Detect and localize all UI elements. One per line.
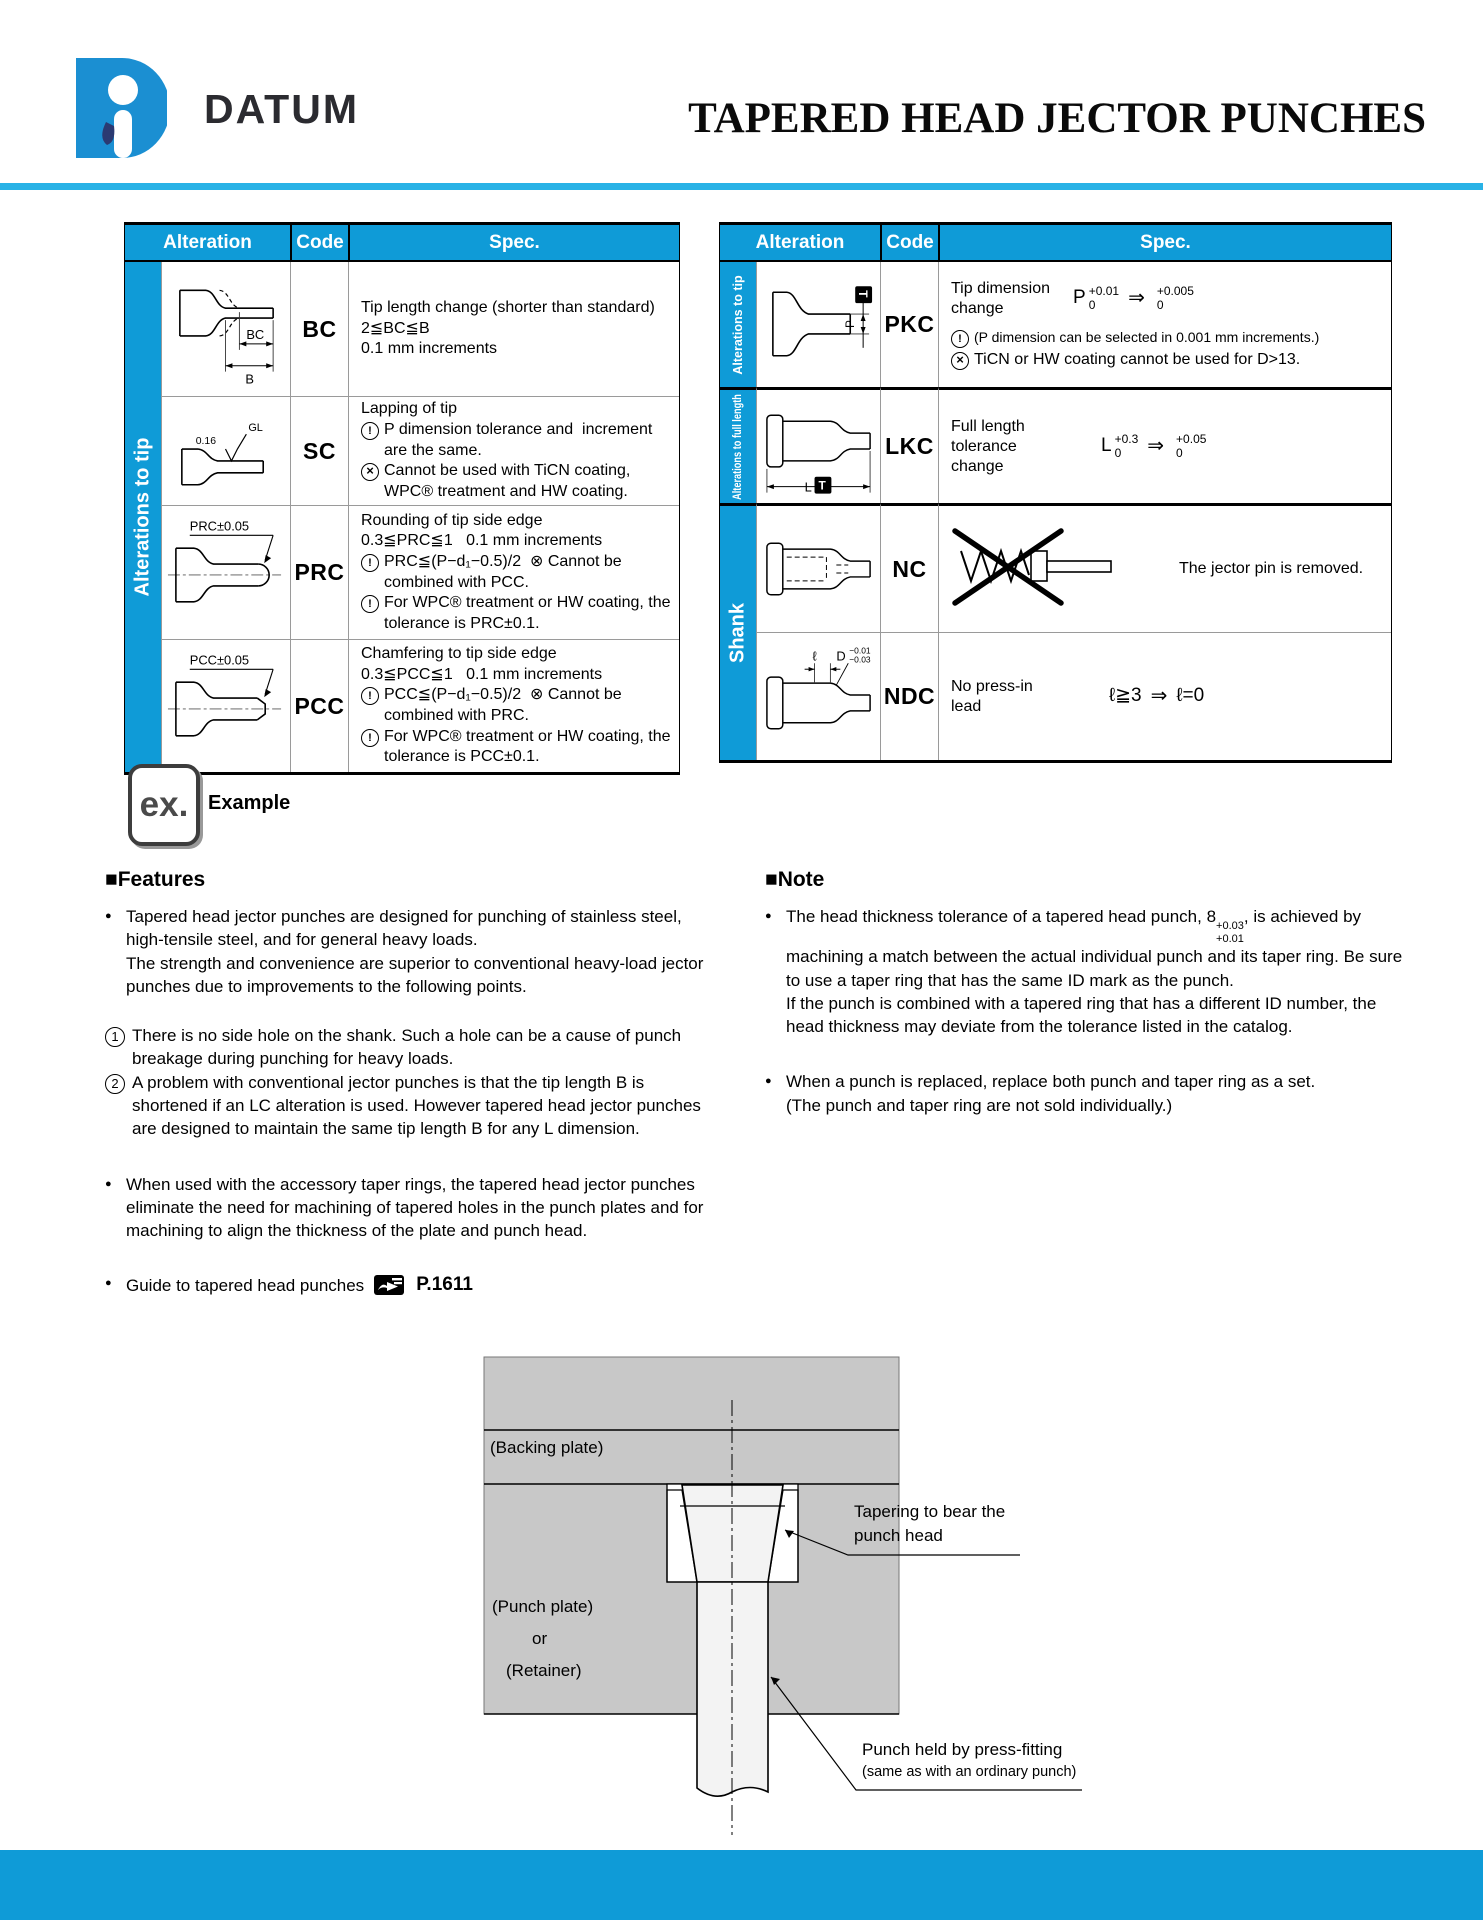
- svg-text:−0.03: −0.03: [849, 653, 871, 664]
- footer-bar: [0, 1850, 1483, 1920]
- svg-text:B: B: [245, 371, 254, 387]
- col-header-alteration: Alteration: [720, 225, 880, 262]
- spec-ndc: No press-in lead ℓ≧3 ⇒ ℓ=0: [938, 632, 1391, 760]
- svg-text:L: L: [804, 479, 812, 495]
- code-ndc: NDC: [880, 632, 938, 760]
- col-header-spec: Spec.: [938, 225, 1391, 262]
- note-heading: ■ Note: [765, 868, 1413, 892]
- page-title: TAPERED HEAD JECTOR PUNCHES: [688, 95, 1426, 142]
- circled-number-icon: 1: [105, 1027, 125, 1047]
- spec-nc: The jector pin is removed.: [938, 503, 1391, 632]
- cannot-icon: [951, 352, 969, 370]
- bc-diagram: [161, 262, 290, 396]
- cannot-icon: [361, 463, 379, 481]
- sc-diagram: [161, 396, 290, 505]
- lkc-formula: L +0.3 0 ⇒ +0.05 0: [1101, 433, 1206, 460]
- pkc-diagram: [756, 262, 880, 387]
- header-rule: [0, 183, 1483, 190]
- ndc-formula: ℓ≧3 ⇒ ℓ=0: [1109, 684, 1204, 710]
- svg-text:PCC±0.05: PCC±0.05: [189, 651, 250, 667]
- col-header-code: Code: [880, 225, 938, 262]
- change-arrow-icon: [1128, 286, 1145, 312]
- tolerance-stack: +0.03 +0.01: [1216, 920, 1244, 945]
- jector-pin-removed-drawing: [951, 523, 1151, 615]
- datum-logo-icon: [70, 58, 167, 162]
- code-bc: BC: [290, 262, 348, 396]
- press-fit-label: Punch held by press-fitting (same as with an ordinary punch): [862, 1740, 1077, 1780]
- spec-pcc: Chamfering to tip side edge 0.3≦PCC≦1 0.1 mm increments ! PCC≦(P−d₁−0.5)/2 ⊗ Cannot be combined with PRC. ! For WPC® treatment or HW coating, the tolerance is PCC±0.1.: [348, 639, 679, 772]
- nc-diagram: [756, 503, 880, 632]
- brand-name: DATUM: [204, 86, 359, 132]
- mounting-figure: [470, 1340, 1120, 1870]
- alterations-shank-table: [719, 222, 1392, 763]
- point-icon: [361, 687, 379, 705]
- spec-prc: Rounding of tip side edge 0.3≦PRC≦1 0.1 mm increments ! PRC≦(P−d₁−0.5)/2 ⊗ Cannot be combined with PCC. ! For WPC® treatment or HW coating, the tolerance is PRC±0.1.: [348, 505, 679, 639]
- col-header-code: Code: [290, 225, 348, 262]
- point-icon: [361, 729, 379, 747]
- svg-text:GL: GL: [248, 421, 263, 434]
- sidebar-shank: Shank: [720, 503, 756, 760]
- page-number: P.1611: [416, 1274, 473, 1296]
- note-bullet-1: ● The head thickness tolerance of a tapered head punch, 8 +0.03 +0.01 , is achieved by machining a match between the actual individual punch and its taper ring. Be sure to use a taper ring that has the same ID mark as the punch. If the punch is combined with a tapered ring that has a different ID number, the head thickness may deviate from the tolerance listed in the catalog.: [765, 905, 1413, 1038]
- circled-number-icon: 2: [105, 1074, 125, 1094]
- code-pkc: PKC: [880, 262, 938, 387]
- features-bullet-2: ● When used with the accessory taper rings, the tapered head jector punches eliminate the need for machining of tapered holes in the punch plates and for machining to align the thickness of the plate and punch head.: [105, 1173, 717, 1243]
- code-sc: SC: [290, 396, 348, 505]
- note-section: [765, 868, 1413, 1117]
- change-arrow-icon: [1147, 434, 1164, 460]
- lkc-diagram: [756, 387, 880, 503]
- prc-diagram: [161, 505, 290, 639]
- features-bullet-1: ● Tapered head jector punches are designed for punching of stainless steel, high-tensile steel, and for general heavy loads. The strength and convenience are superior to conventional heavy-load jector punches due to improvements to the following points.: [105, 905, 717, 998]
- page-reference-icon: [374, 1274, 406, 1296]
- code-pcc: PCC: [290, 639, 348, 772]
- alterations-tip-table: [124, 222, 680, 775]
- svg-text:−0.01: −0.01: [849, 644, 871, 655]
- features-heading: ■ Features: [105, 868, 717, 892]
- svg-text:ℓ: ℓ: [812, 647, 817, 663]
- note-bullet-2: ● When a punch is replaced, replace both punch and taper ring as a set. (The punch and taper ring are not sold individually.): [765, 1070, 1413, 1117]
- spec-sc: Lapping of tip ! P dimension tolerance and increment are the same. × Cannot be used with TiCN coating, WPC® treatment and HW coating.: [348, 396, 679, 505]
- spec-pkc: Tip dimension change P +0.01 0 ⇒ +0.005 0 ! (P dimension can be selected in 0.001 mm increments.) × TiCN or HW coating cannot be used for D>13.: [938, 262, 1391, 387]
- features-section: [105, 868, 717, 1298]
- ndc-diagram: [756, 632, 880, 760]
- example-label: Example: [208, 792, 291, 814]
- code-nc: NC: [880, 503, 938, 632]
- features-point-1: 1 There is no side hole on the shank. Such a hole can be a cause of punch breakage during punching for heavy loads.: [105, 1024, 717, 1071]
- svg-text:P: P: [843, 320, 858, 328]
- change-arrow-icon: [1151, 684, 1168, 710]
- svg-text:D: D: [836, 647, 846, 663]
- example-badge: ex.: [128, 764, 200, 846]
- features-point-2: 2 A problem with conventional jector punches is that the tip length B is shortened if an LC alteration is used. However tapered head jector punches are designed to maintain the same tip length B for any L dimension.: [105, 1071, 717, 1141]
- svg-text:T: T: [818, 478, 826, 493]
- point-icon: [361, 595, 379, 613]
- retainer-label: (Retainer): [506, 1661, 582, 1680]
- or-label: or: [532, 1629, 548, 1648]
- pcc-diagram: [161, 639, 290, 772]
- tapering-label: Tapering to bear the punch head: [854, 1502, 1006, 1545]
- code-lkc: LKC: [880, 387, 938, 503]
- col-header-spec: Spec.: [348, 225, 679, 262]
- point-icon: [361, 422, 379, 440]
- spec-lkc: Full length tolerance change L +0.3 0 ⇒ +0.05 0: [938, 387, 1391, 503]
- point-icon: [951, 330, 969, 348]
- col-header-alteration: Alteration: [125, 225, 290, 262]
- svg-text:T: T: [856, 290, 871, 298]
- svg-text:BC: BC: [246, 326, 265, 342]
- code-prc: PRC: [290, 505, 348, 639]
- spec-bc: Tip length change (shorter than standard) 2≦BC≦B 0.1 mm increments: [348, 262, 679, 396]
- svg-text:0.16: 0.16: [195, 435, 217, 447]
- sidebar-alterations-to-tip: Alterations to tip: [720, 262, 756, 387]
- backing-plate-label: (Backing plate): [490, 1438, 604, 1457]
- guide-line: ● Guide to tapered head punches P.1611: [105, 1272, 717, 1298]
- pkc-formula: P +0.01 0 ⇒ +0.005 0: [1073, 285, 1194, 312]
- svg-text:PRC±0.05: PRC±0.05: [189, 517, 250, 533]
- sidebar-alterations-to-full-length: Alterations to full length: [720, 387, 756, 503]
- point-icon: [361, 554, 379, 572]
- sidebar-alterations-to-tip: Alterations to tip: [125, 262, 161, 772]
- punch-plate-label: (Punch plate): [492, 1597, 594, 1616]
